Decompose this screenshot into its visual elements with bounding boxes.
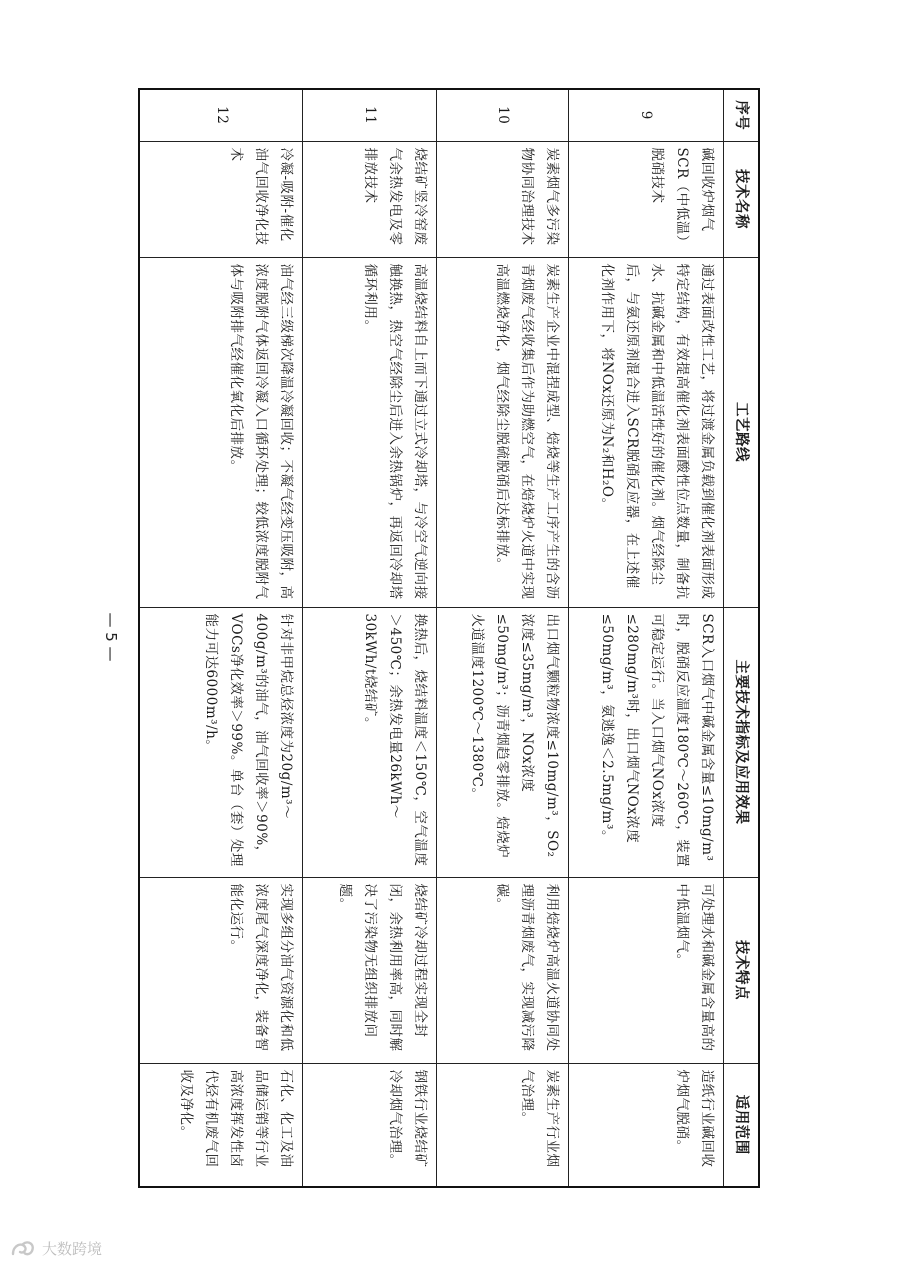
table-row <box>140 89 303 1187</box>
header-name: 技术名称 <box>724 141 760 257</box>
watermark-logo-icon <box>10 1239 36 1259</box>
header-scope: 适用范围 <box>724 1063 760 1187</box>
row-name: 炭素烟气多污染物协同治理技术 <box>437 141 569 257</box>
table-row <box>569 89 724 1187</box>
row-seq: 12 <box>140 89 303 141</box>
technology-table <box>139 88 761 1188</box>
row-indicators: SCR入口烟气中碱金属含量≤10mg/m³时，脱硝反应温度180℃～260℃，装置可稳定运行。当入口烟气NOx浓度≤280mg/m³时，出口烟气NOx浓度≤50mg/m³，氨逃逸＜2.5mg/m³。 <box>569 607 724 877</box>
row-scope: 石化、化工及油品储运销等行业高浓度挥发性卤代烃有机废气回收及净化。 <box>140 1063 303 1187</box>
watermark-text: 大数跨境 <box>42 1240 103 1258</box>
header-features: 技术特点 <box>724 877 760 1063</box>
row-scope: 钢铁行业烧结矿冷却烟气治理。 <box>303 1063 437 1187</box>
row-route: 炭素生产企业中混捏成型、焙烧等生产工序产生的含沥青烟废气经收集后作为助燃空气，在焙烧炉火道中实现高温燃烧净化，烟气经除尘脱硫脱硝后达标排放。 <box>437 257 569 607</box>
row-name: 烧结矿竖冷窑废气余热发电及零排放技术 <box>303 141 437 257</box>
row-features: 可处理水和碱金属含量高的中低温烟气。 <box>569 877 724 1063</box>
header-indicators: 主要技术指标及应用效果 <box>724 607 760 877</box>
row-features: 烧结矿冷却过程实现全封闭，余热利用率高，同时解决了污染物无组织排放问题。 <box>303 877 437 1063</box>
row-seq: 10 <box>437 89 569 141</box>
row-scope: 造纸行业碱回收炉烟气脱硝。 <box>569 1063 724 1187</box>
watermark <box>10 1238 102 1259</box>
row-route: 油气经三级梯次降温冷凝回收；不凝气经变压吸附，高浓度脱附气体返回冷凝入口循环处理；较低浓度脱附气体与吸附排气经催化氧化后排放。 <box>140 257 303 607</box>
row-name: 冷凝-吸附-催化油气回收净化技术 <box>140 141 303 257</box>
row-features: 利用焙烧炉高温火道协同处理沥青烟废气，实现减污降碳。 <box>437 877 569 1063</box>
row-seq: 11 <box>303 89 437 141</box>
row-scope: 炭素生产行业烟气治理。 <box>437 1063 569 1187</box>
table-header-row <box>724 89 760 1187</box>
table-row <box>303 89 437 1187</box>
row-name: 碱回收炉烟气SCR（中低温）脱硝技术 <box>569 141 724 257</box>
row-indicators: 针对非甲烷总烃浓度为20g/m³～400g/m³的油气，油气回收率＞90%，VOCs净化效率＞99%。单台（套）处理能力可达6000m³/h。 <box>140 607 303 877</box>
row-features: 实现多组分油气资源化和低浓度尾气深度净化，装备智能化运行。 <box>140 877 303 1063</box>
page-number: — 5 — <box>102 612 120 662</box>
header-route: 工艺路线 <box>724 257 760 607</box>
header-seq: 序号 <box>724 89 760 141</box>
row-seq: 9 <box>569 89 724 141</box>
row-indicators: 换热后，烧结料温度＜150℃，空气温度＞450℃；余热发电量26kWh～30kWh/t烧结矿。 <box>303 607 437 877</box>
rotated-table-container <box>142 88 760 1186</box>
row-route: 高温烧结料自上而下通过立式冷却塔，与冷空气逆向接触换热，热空气经除尘后进入余热锅炉，再返回冷却塔循环利用。 <box>303 257 437 607</box>
table-row <box>437 89 569 1187</box>
row-indicators: 出口烟气颗粒物浓度≤10mg/m³，SO₂浓度≤35mg/m³，NOx浓度≤50mg/m³；沥青烟趋零排放。焙烧炉火道温度1200℃～1380℃。 <box>437 607 569 877</box>
row-route: 通过表面改性工艺，将过渡金属负载到催化剂表面形成特定结构，有效提高催化剂表面酸性位点数量，制备抗水、抗碱金属和中低温活性好的催化剂。烟气经除尘后，与氨还原剂混合进入SCR脱硝反应器，在上述催化剂作用下，将NOx还原为N₂和H₂O。 <box>569 257 724 607</box>
